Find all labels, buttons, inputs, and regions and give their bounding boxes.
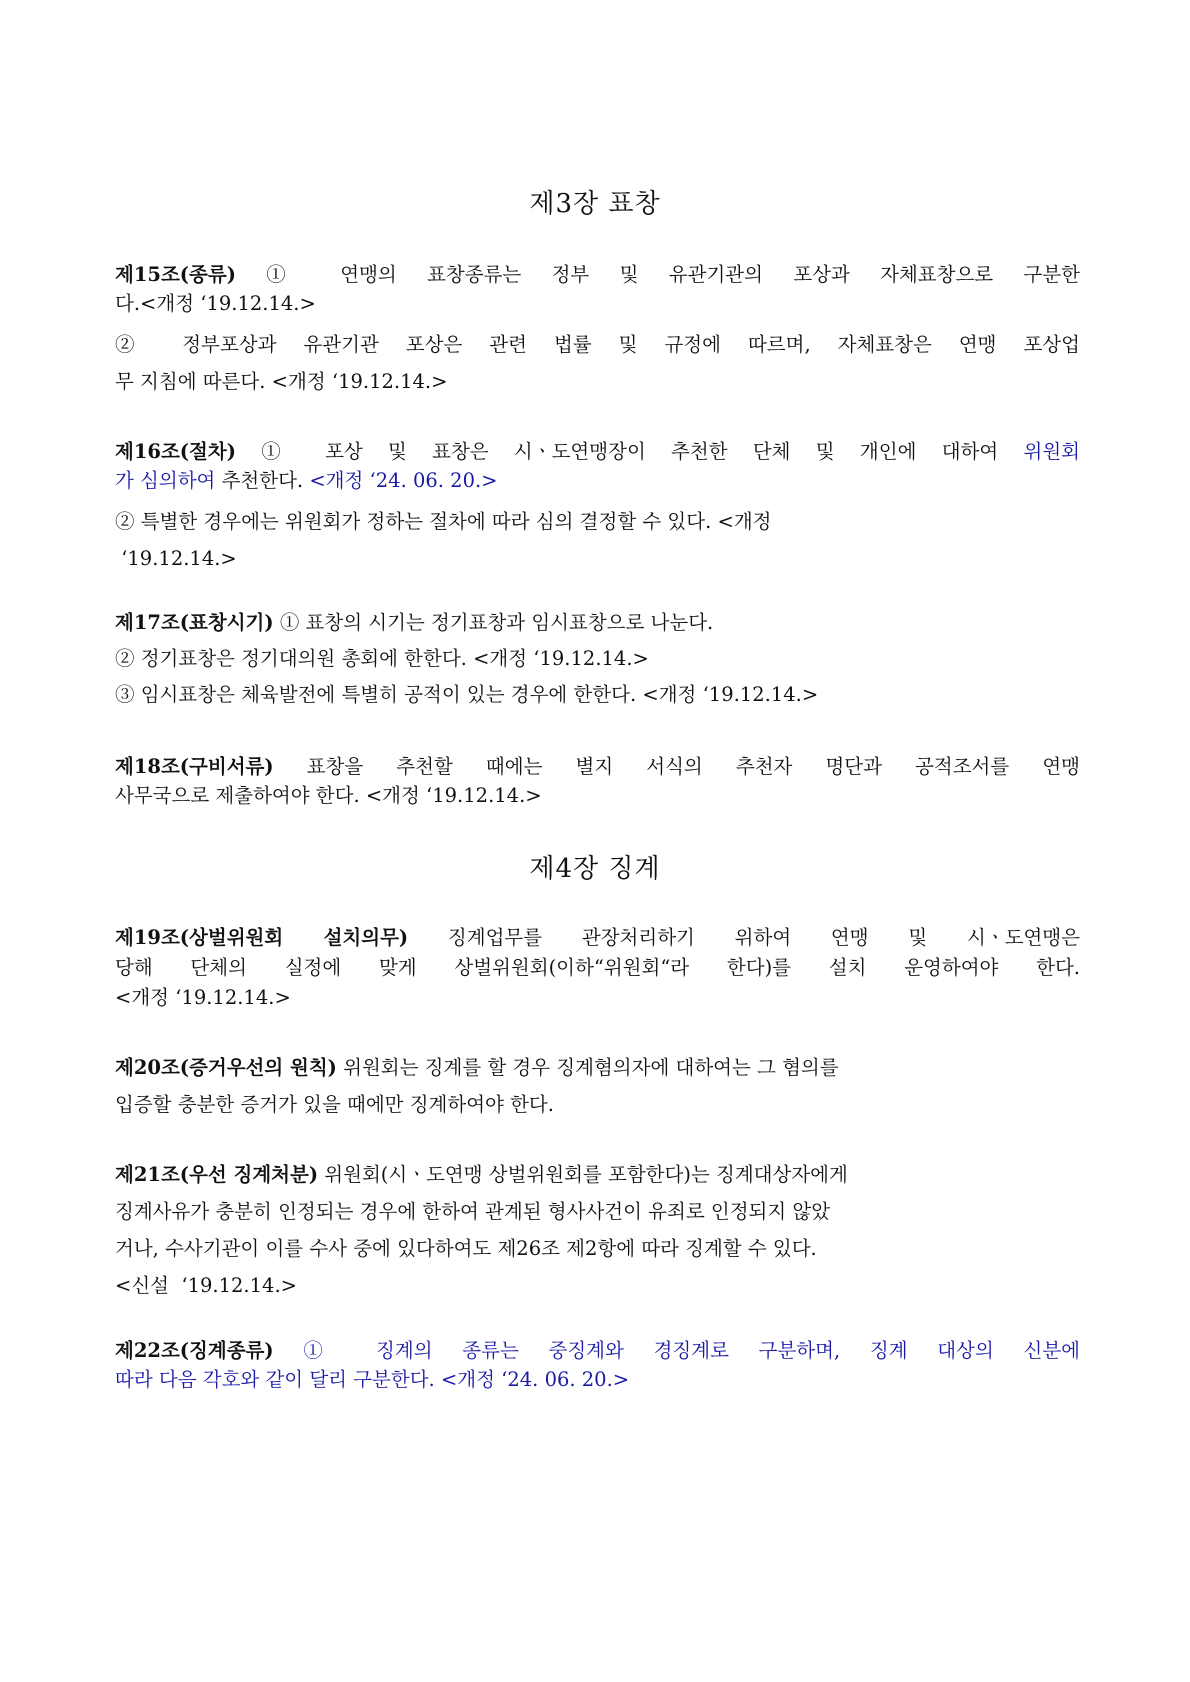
article-15-text-1: ① 연맹의 표창종류는 정부 및 유관기관의 포상과 자체표창으로 구분한 (235, 263, 1080, 286)
article-21-line-4: <신설 ‘19.12.14.> (115, 1274, 297, 1297)
article-16-line-4: ‘19.12.14.> (115, 547, 237, 570)
article-17-text-1: ① 표창의 시기는 정기표창과 임시표창으로 나눈다. (273, 611, 714, 634)
article-18-line-1 (115, 752, 1080, 782)
article-16-heading: 제16조(절차) (115, 440, 236, 463)
article-19-line-2: 당해 단체의 실정에 맞게 상벌위원회(이하“위원회“라 한다)를 설치 운영하여야 한다. (115, 956, 1080, 979)
article-21-text-1: 위원회(시ㆍ도연맹 상벌위원회를 포함한다)는 징계대상자에게 (318, 1163, 848, 1186)
article-19-heading: 제19조(상벌위원회 설치의무) (115, 926, 409, 949)
article-19-line-3: <개정 ‘19.12.14.> (115, 986, 291, 1009)
article-22-revision-2: 따라 다음 각호와 같이 달리 구분한다. <개정 ‘24. 06. 20.> (115, 1368, 630, 1391)
article-15-line-1 (115, 260, 1080, 290)
article-17-line-3: ③ 임시표창은 체육발전에 특별히 공적이 있는 경우에 한한다. <개정 ‘19.12.14.> (115, 683, 819, 706)
article-15-heading: 제15조(종류) (115, 263, 236, 286)
chapter-4-title: 제4장 징계 (529, 854, 661, 884)
article-16-line-2 (115, 466, 498, 496)
article-16-revision-1: 위원회 (1023, 440, 1080, 463)
article-21-heading: 제21조(우선 징계처분) (115, 1163, 319, 1186)
article-18-heading: 제18조(구비서류) (115, 755, 274, 778)
article-15-line-3: ② 정부포상과 유관기관 포상은 관련 법률 및 규정에 따르며, 자체표창은 연맹 포상업 (115, 333, 1080, 356)
article-15-line-2: 다.<개정 ‘19.12.14.> (115, 292, 316, 315)
article-16-text-2: 추천한다. (215, 469, 310, 492)
article-16-line-3: ② 특별한 경우에는 위원회가 정하는 절차에 따라 심의 결정할 수 있다. <개정 (115, 510, 772, 533)
article-18-text-1: 표창을 추천할 때에는 별지 서식의 추천자 명단과 공적조서를 연맹 (273, 755, 1080, 778)
chapter-3-title: 제3장 표창 (529, 189, 661, 219)
article-20-line-1 (115, 1053, 839, 1083)
article-22-line-1 (115, 1336, 1080, 1366)
article-16-text-1: ① 포상 및 표창은 시ㆍ도연맹장이 추천한 단체 및 개인에 대하여 (235, 440, 1024, 463)
article-17-line-2: ② 정기표창은 정기대의원 총회에 한한다. <개정 ‘19.12.14.> (115, 647, 649, 670)
article-21-line-2: 징계사유가 충분히 인정되는 경우에 한하여 관계된 형사사건이 유죄로 인정되지 않았 (115, 1200, 831, 1223)
article-20-heading: 제20조(증거우선의 원칙) (115, 1056, 337, 1079)
article-19-line-1 (115, 923, 1080, 953)
article-17-line-1 (115, 608, 713, 638)
article-16-revision-2: 가 심의하여 (115, 469, 216, 492)
article-16-revision-note: <개정 ‘24. 06. 20.> (309, 469, 498, 492)
article-21-line-1 (115, 1160, 848, 1190)
article-22-revision-1: ① 징계의 종류는 중징계와 경징계로 구분하며, 징계 대상의 신분에 (273, 1339, 1080, 1362)
article-17-heading: 제17조(표창시기) (115, 611, 274, 634)
article-21-line-3: 거나, 수사기관이 이를 수사 중에 있다하여도 제26조 제2항에 따라 징계할 수 있다. (115, 1237, 817, 1260)
article-20-text-1: 위원회는 징계를 할 경우 징계혐의자에 대하여는 그 혐의를 (336, 1056, 839, 1079)
article-19-text-1: 징계업무를 관장처리하기 위하여 연맹 및 시ㆍ도연맹은 (408, 926, 1080, 949)
article-15-line-4: 무 지침에 따른다. <개정 ‘19.12.14.> (115, 370, 448, 393)
article-20-line-2: 입증할 충분한 증거가 있을 때에만 징계하여야 한다. (115, 1093, 554, 1116)
article-22-heading: 제22조(징계종류) (115, 1339, 274, 1362)
article-18-line-2: 사무국으로 제출하여야 한다. <개정 ‘19.12.14.> (115, 784, 542, 807)
article-16-line-1 (115, 437, 1080, 467)
